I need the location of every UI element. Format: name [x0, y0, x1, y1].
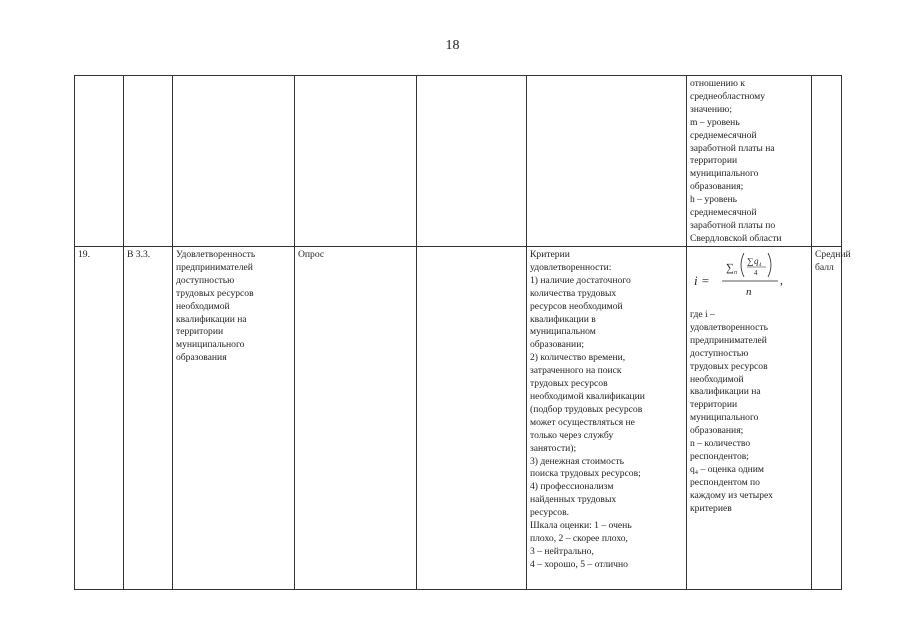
cell-calculation — [687, 76, 812, 247]
indicator-line: муниципального — [176, 339, 245, 351]
calc-line: трудовых ресурсов — [690, 360, 768, 372]
calc-line: образования; — [690, 181, 744, 193]
criteria-line: удовлетворенности: — [530, 261, 612, 273]
cell-code: В 3.3. — [124, 247, 173, 590]
cell-source — [295, 76, 417, 247]
calc-line: критериев — [690, 502, 732, 514]
cell-unit — [812, 76, 842, 247]
table-row-continuation — [75, 76, 842, 247]
calc-line: заработной платы по — [690, 219, 776, 231]
criteria-line: ресурсов. — [530, 507, 570, 519]
calc-line: респондентом по — [690, 476, 760, 488]
indicator-line: доступностью — [176, 274, 235, 286]
indicator-line: предпринимателей — [176, 261, 253, 273]
cell-criteria — [527, 247, 687, 590]
indicator-line: образования — [176, 352, 227, 364]
calc-line: муниципального — [690, 168, 759, 180]
calc-line: h – уровень — [690, 194, 738, 206]
criteria-line: только через службу — [530, 429, 614, 441]
calc-line: удовлетворенность — [690, 321, 768, 333]
formula-inner-den: 4 — [754, 269, 758, 277]
criteria-line: найденных трудовых — [530, 494, 617, 506]
formula-left-paren — [741, 253, 744, 277]
criteria-line: поиска трудовых ресурсов; — [530, 468, 641, 480]
criteria-line: трудовых ресурсов — [530, 378, 608, 390]
unit-line: Средний — [815, 249, 851, 260]
cell-unit — [812, 247, 851, 590]
criteria-line: Критерии — [530, 249, 570, 260]
criteria-line: (подбор трудовых ресурсов — [530, 403, 643, 415]
cell-source: Опрос — [295, 247, 417, 590]
page-number: 18 — [445, 38, 460, 53]
formula-outer-sum: ∑ — [726, 262, 734, 274]
indicator-line: трудовых ресурсов — [176, 287, 254, 299]
formula-denominator: n — [746, 286, 752, 298]
formula-graphic — [690, 251, 808, 305]
cell-indicator — [173, 247, 295, 590]
criteria-line: затраченного на поиск — [530, 365, 622, 377]
criteria-line: необходимой квалификации — [530, 390, 645, 402]
indicator-line: Удовлетворенность — [176, 249, 256, 260]
calc-line: доступностью — [690, 347, 749, 359]
calc-line: среднеобластному — [690, 90, 766, 102]
indicator-table — [74, 75, 851, 590]
calc-line: Свердловской области — [690, 232, 782, 244]
cell-empty — [417, 76, 527, 247]
cell-empty — [417, 247, 527, 590]
criteria-line: Шкала оценки: 1 – очень — [530, 520, 632, 532]
criteria-line: образовании; — [530, 339, 584, 351]
calc-line: среднемесячной — [690, 207, 757, 219]
calc-line: образования; — [690, 425, 744, 437]
indicator-line: необходимой — [176, 300, 230, 312]
cell-number: 19. — [75, 247, 124, 590]
criteria-line: муниципальном — [530, 326, 596, 338]
formula-trailing-comma: , — [780, 273, 783, 287]
criteria-line: плохо, 2 – скорее плохо, — [530, 532, 628, 544]
criteria-line: ресурсов необходимой — [530, 300, 623, 312]
indicator-line: территории — [176, 326, 224, 338]
indicator-line: квалификации на — [176, 313, 247, 325]
calc-line: квалификации на — [690, 386, 761, 398]
criteria-line: занятости); — [530, 442, 577, 454]
formula-right-paren — [768, 253, 771, 277]
calc-line: n – количество — [690, 438, 751, 450]
criteria-line: 3 – нейтрально, — [530, 545, 594, 557]
criteria-line: может осуществляться не — [530, 416, 635, 428]
formula-numerator-sub: 4 — [759, 263, 762, 268]
calc-line: респондентов; — [690, 450, 749, 462]
calc-line: заработной платы на — [690, 142, 775, 154]
calc-line: среднемесячной — [690, 129, 757, 141]
formula-numerator-var: q — [754, 256, 759, 266]
calc-line: предпринимателей — [690, 334, 767, 346]
cell-code — [124, 76, 173, 247]
criteria-line: количества трудовых — [530, 287, 617, 299]
calc-line: территории — [690, 399, 738, 411]
calc-line: где i – — [690, 309, 715, 320]
cell-number — [75, 76, 124, 247]
criteria-line: 3) денежная стоимость — [530, 455, 624, 467]
cell-criteria — [527, 76, 687, 247]
satisfaction-formula — [690, 251, 808, 305]
calc-line: каждому из четырех — [690, 489, 773, 501]
criteria-line: 4 – хорошо, 5 – отлично — [530, 558, 628, 570]
calc-line: необходимой — [690, 373, 744, 385]
criteria-line: 4) профессионализм — [530, 481, 614, 493]
calc-line: муниципального — [690, 412, 759, 424]
calc-line: отношению к — [690, 78, 745, 89]
formula-inner-sum: ∑ — [747, 256, 754, 266]
calc-line: m – уровень — [690, 116, 740, 128]
table-row-19 — [75, 247, 842, 590]
criteria-line: квалификации в — [530, 313, 596, 325]
criteria-line: 1) наличие достаточного — [530, 274, 631, 286]
calc-line: значению; — [690, 103, 732, 115]
cell-indicator — [173, 76, 295, 247]
calc-line: q₄ – оценка одним — [690, 463, 764, 475]
unit-line: балл — [815, 261, 834, 273]
criteria-line: 2) количество времени, — [530, 352, 626, 364]
cell-calculation — [687, 247, 812, 590]
formula-outer-sum-sub: n — [734, 270, 737, 276]
calc-line: территории — [690, 155, 738, 167]
formula-lhs: i = — [694, 273, 710, 288]
